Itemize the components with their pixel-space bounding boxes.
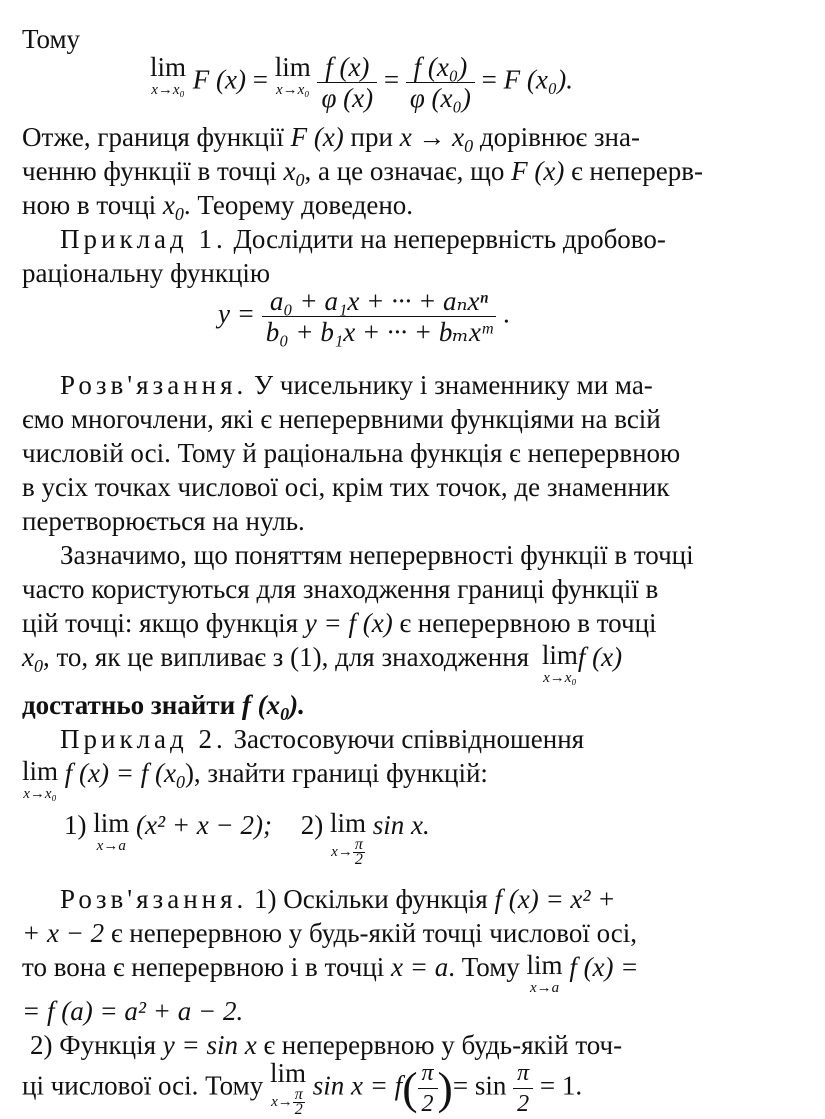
text-line: [22, 916, 805, 950]
text: в усіх точках числової осі, крім тих точок, де знаменник: [22, 472, 670, 502]
item-number: 2): [300, 810, 330, 840]
subscript: 0: [174, 204, 184, 224]
text: є неперервною у будь-якій точ-: [256, 1030, 623, 1060]
fraction-numerator: f (x): [317, 52, 377, 83]
text-line: [22, 606, 805, 640]
fraction-denominator: 2: [517, 1091, 530, 1117]
math: sin x = f: [305, 1070, 403, 1101]
lim-word: lim: [274, 52, 311, 82]
fraction-numerator: f (x₀): [406, 52, 475, 83]
text-line: [60, 538, 805, 572]
text: перетворюється на нуль.: [22, 506, 305, 536]
text-line: [22, 688, 805, 722]
lim-word: lim: [526, 950, 563, 980]
left-paren: (: [402, 1062, 418, 1114]
item-number: 1): [64, 810, 94, 840]
text: . Теорему доведено.: [183, 190, 414, 220]
math: = f (a) = a² + a − 2.: [22, 996, 244, 1026]
fraction-numerator: π: [354, 836, 363, 853]
fraction-f-phi: [317, 52, 377, 113]
lim-word: lim: [269, 1058, 306, 1088]
text: ), знайти границі функцій:: [184, 758, 488, 788]
F-of-x: F (x): [192, 64, 246, 95]
text: то вона є неперервною і в точці: [22, 952, 392, 982]
text-line: [30, 1028, 805, 1062]
solution-heading: Розв'язання.: [60, 370, 248, 400]
text-line: [22, 120, 805, 154]
math: f (x): [577, 642, 623, 672]
math: x: [22, 642, 34, 672]
text-line: [22, 188, 805, 222]
example-heading: Приклад 2.: [60, 724, 227, 754]
text: , а це означає, що: [304, 156, 512, 186]
lim-under: x→x₀: [151, 82, 185, 98]
text: раціональну функцію: [22, 258, 271, 288]
limit-operator: [22, 756, 58, 802]
fraction-denominator: φ (x): [321, 83, 374, 113]
math: x: [283, 156, 296, 186]
F-of-x0: F (x₀).: [503, 64, 574, 95]
limit-operator: [527, 950, 563, 996]
text: ємо многочлени, які є неперервними функціями на всій: [22, 404, 661, 434]
math: x: [162, 190, 175, 220]
text-line: [60, 722, 805, 756]
text: У чисельнику і знаменнику ми ма-: [247, 370, 653, 400]
line-tomu: [22, 22, 805, 56]
text: ченню функції в точці: [22, 156, 284, 186]
lim-under: [330, 838, 366, 867]
text-line: [22, 256, 805, 290]
fraction-numerator: π: [513, 1058, 533, 1089]
math: F (x): [511, 156, 565, 186]
fraction-denominator: b₀ + b₁x + ··· + bₘxᵐ: [265, 317, 493, 347]
text: 2) Функція: [30, 1030, 163, 1060]
lim-word: lim: [150, 52, 187, 82]
math: f (x) = f (x: [58, 758, 176, 788]
lim-under-text: x→: [271, 1093, 293, 1110]
equation-rational-function: [218, 286, 510, 347]
pi-over-2: [353, 838, 365, 867]
fraction-numerator: π: [418, 1058, 438, 1089]
subscript: 0: [464, 136, 474, 156]
lim-word: lim: [541, 640, 578, 670]
limit-operator: [93, 808, 129, 854]
fraction-denominator: 2: [354, 851, 363, 868]
limits-to-find: [64, 808, 430, 867]
limit-operator: [275, 52, 311, 98]
math: y = sin x: [162, 1030, 257, 1060]
text-line: [22, 950, 805, 996]
math: x → x: [399, 122, 465, 152]
equals-sign: =: [252, 64, 268, 95]
limit-operator: [150, 52, 186, 98]
text: достатньо знайти: [22, 690, 242, 720]
fraction-numerator: a₀ + a₁x + ··· + aₙxⁿ: [262, 286, 496, 317]
text: числовій осі. Тому й раціональна функція є неперервною: [22, 438, 681, 468]
fraction-numerator: π: [294, 1086, 303, 1103]
math: y = f (x): [304, 608, 393, 638]
lim-under-text: x→: [331, 843, 353, 860]
period: .: [502, 298, 510, 329]
text-line: [60, 368, 805, 402]
limit-operator: [270, 1058, 306, 1117]
fraction-denominator: 2: [294, 1101, 303, 1118]
solution-heading: Розв'язання.: [60, 884, 248, 914]
math: ).: [289, 690, 305, 720]
text: Дослідити на неперервність дробово-: [226, 224, 666, 254]
text: Отже, границя функції: [22, 122, 291, 152]
text-line: [60, 222, 805, 256]
text: ці числової осі. Тому: [22, 1070, 270, 1101]
math: sin x.: [366, 810, 430, 840]
text: 1) Оскільки функція: [247, 884, 495, 914]
math: = sin: [452, 1070, 507, 1101]
fraction-denominator: φ (x₀): [409, 83, 471, 113]
fraction-f-phi-x0: [406, 52, 475, 113]
text: , то, як це випливає з (1), для знаходження: [42, 642, 536, 672]
limit-operator: [542, 640, 578, 686]
lim-under: x→x₀: [23, 786, 57, 802]
text: є неперерв-: [564, 156, 704, 186]
lim-word: lim: [93, 808, 130, 838]
equals-sign: =: [383, 64, 400, 95]
text: Застосовуючи: [233, 724, 395, 754]
text: при: [343, 122, 400, 152]
example-heading: Приклад 1.: [60, 224, 227, 254]
fraction-pi-over-2: [513, 1058, 533, 1119]
subscript: 0: [295, 170, 305, 190]
text-line: [22, 504, 805, 538]
subscript: 0: [175, 772, 185, 792]
lim-under: x→a: [96, 838, 126, 854]
text-line: [22, 436, 805, 470]
text-line: [22, 756, 805, 802]
math: f (x: [241, 690, 281, 720]
text: ною в точці: [22, 190, 163, 220]
text: дорівнює зна-: [473, 122, 640, 152]
text: співвідношення: [401, 724, 585, 754]
equation-limit-quotient: [150, 52, 573, 113]
text: Зазначимо, що поняттям неперервності функції в точці: [60, 540, 694, 570]
text-line: [22, 402, 805, 436]
text-line: [22, 470, 805, 504]
lim-word: lim: [330, 808, 367, 838]
text-line: [22, 994, 805, 1028]
subscript: 0: [33, 656, 43, 676]
text: цій точці: якщо функція: [22, 608, 305, 638]
fraction-pi-over-2: [418, 1058, 438, 1119]
right-paren: ): [437, 1062, 453, 1114]
word-tomu: Тому: [22, 24, 81, 54]
text: є неперервною в точці: [392, 608, 657, 638]
equals-sign: =: [481, 64, 497, 95]
text: . Тому: [448, 952, 527, 982]
text: є неперервною у будь-якій точці числової осі,: [104, 918, 638, 948]
text: часто користуються для знаходження границі функції в: [22, 574, 659, 604]
text-line: [22, 572, 805, 606]
math: (x² + x − 2);: [129, 810, 272, 840]
math: f (x) = x² +: [494, 884, 616, 914]
fraction-polynomials: [262, 286, 496, 347]
lim-word: lim: [22, 756, 59, 786]
math: x = a: [391, 952, 449, 982]
math: = 1.: [539, 1070, 583, 1101]
text-line: [22, 154, 805, 188]
lim-under: x→x₀: [543, 670, 577, 686]
limit-operator: [330, 808, 366, 867]
final-line: [22, 1058, 582, 1119]
math: f (x) =: [562, 952, 639, 982]
math: F (x): [290, 122, 344, 152]
text-line: [60, 882, 805, 916]
lim-under: x→x₀: [275, 82, 310, 98]
text-line: [22, 640, 805, 686]
math: + x − 2: [22, 918, 105, 948]
subscript: 0: [280, 704, 290, 724]
fraction-denominator: 2: [421, 1091, 434, 1117]
lim-under: x→a: [529, 980, 560, 996]
y-equals: y =: [218, 298, 255, 329]
